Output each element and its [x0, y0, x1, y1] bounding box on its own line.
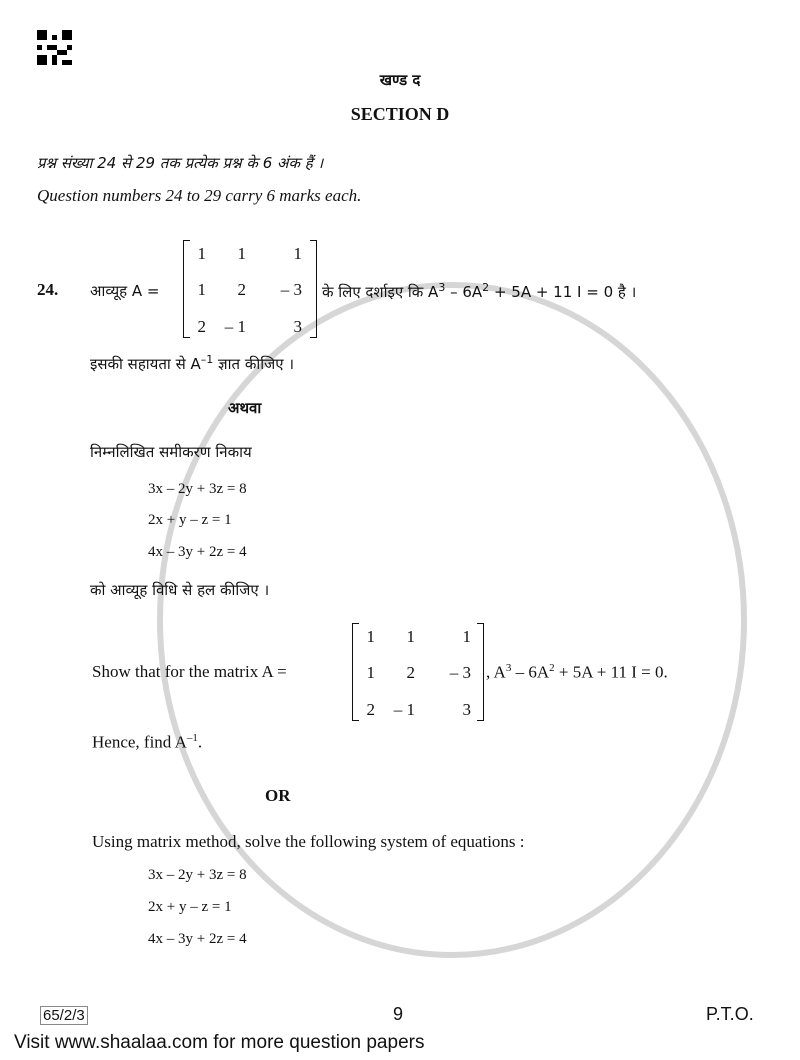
question-number: 24.: [37, 280, 59, 299]
hindi-matrix-statement: के लिए दर्शाइए कि $A^3 - 6A^2 + 5A + 11$ I = 0 है ।: [322, 281, 637, 301]
section-title: SECTION D: [350, 104, 450, 124]
matrix-cell: 2: [406, 663, 415, 682]
paper-code: 65/2/3: [40, 1004, 88, 1026]
matrix-cell: 1: [406, 627, 415, 646]
qr-code-icon: [37, 30, 72, 65]
pto-label: P.T.O.: [706, 1004, 754, 1024]
equation-1: 3x – 2y + 3z = 8: [148, 481, 247, 497]
hindi-hence: इसकी सहायता से $A^{-1}$ ज्ञात कीजिए ।: [90, 353, 295, 373]
english-matrix-statement: , $A^3 - 6A^2 + 5A + 11$ I = 0.: [486, 662, 668, 682]
equation-2: 2x + y – z = 1: [148, 512, 232, 528]
english-matrix-label: Show that for the matrix A =: [92, 662, 287, 681]
matrix-cell: – 1: [224, 317, 246, 336]
matrix-cell: 1: [197, 280, 206, 299]
matrix-cell: 1: [462, 627, 471, 646]
section-title-hindi: खण्ड द: [379, 71, 421, 89]
matrix-cell: 1: [366, 627, 375, 646]
equation-3: 4x – 3y + 2z = 4: [148, 544, 247, 560]
matrix-cell: 2: [237, 280, 246, 299]
watermark-circle: [160, 285, 744, 955]
page-number: 9: [393, 1004, 404, 1024]
hindi-or: अथवा: [228, 399, 262, 417]
matrix-cell: 3: [293, 317, 302, 336]
english-system-intro: Using matrix method, solve the following system of equations :: [92, 832, 525, 851]
matrix-cell: 3: [462, 700, 471, 719]
equation-1-en: 3x – 2y + 3z = 8: [148, 867, 247, 883]
matrix-cell: 1: [366, 663, 375, 682]
matrix-cell: – 3: [280, 280, 302, 299]
matrix-cell: – 1: [393, 700, 415, 719]
instructions-hindi: प्रश्न संख्या 24 से 29 तक प्रत्येक प्रश्न के 6 अंक हैं ।: [37, 154, 324, 172]
hindi-system-intro: निम्नलिखित समीकरण निकाय: [90, 443, 252, 461]
matrix-cell: – 3: [449, 663, 471, 682]
hindi-matrix-label: आव्यूह A =: [90, 282, 160, 300]
shaalaa-link[interactable]: Visit www.shaalaa.com for more question papers: [14, 1032, 425, 1053]
equation-2-en: 2x + y – z = 1: [148, 899, 232, 915]
instructions-english: Question numbers 24 to 29 carry 6 marks each.: [37, 186, 362, 205]
matrix-cell: 2: [197, 317, 206, 336]
matrix-cell: 1: [293, 244, 302, 263]
matrix-cell: 1: [197, 244, 206, 263]
english-or: OR: [265, 786, 291, 805]
matrix-a-hindi: [183, 240, 317, 338]
matrix-cell: 1: [237, 244, 246, 263]
equation-3-en: 4x – 3y + 2z = 4: [148, 931, 247, 947]
english-hence: Hence, find $A^{-1}$.: [92, 732, 203, 752]
hindi-system-outro: को आव्यूह विधि से हल कीजिए ।: [90, 581, 270, 599]
matrix-a-english: [352, 623, 484, 721]
matrix-cell: 2: [366, 700, 375, 719]
